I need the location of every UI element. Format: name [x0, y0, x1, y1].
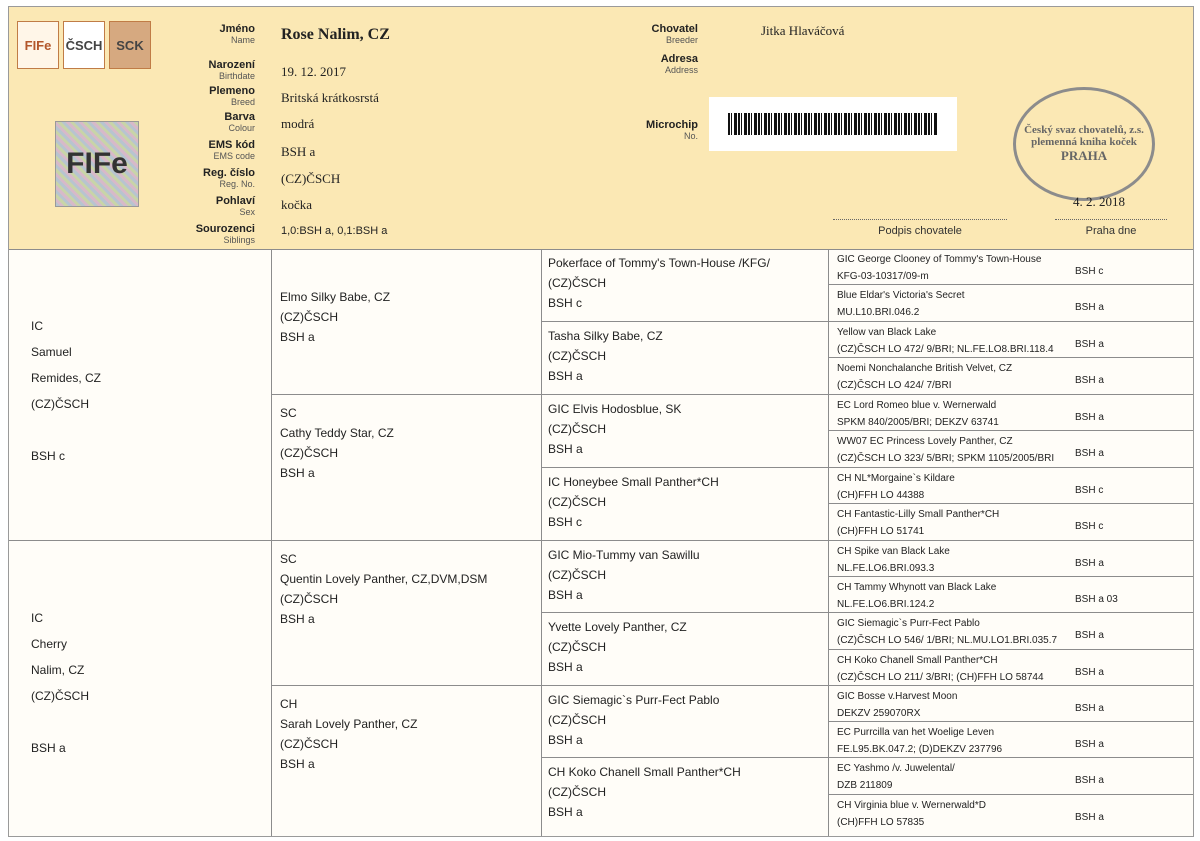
- great-grandparent-1: Pokerface of Tommy's Town-House /KFG/ (CZ)ČSCH BSH c: [542, 249, 829, 322]
- ancestor-reg: (CZ)ČSCH LO 424/ 7/BRI: [837, 380, 952, 391]
- certificate-header: [9, 7, 1193, 250]
- ancestor-reg: (CZ)ČSCH LO 546/ 1/BRI; NL.MU.LO1.BRI.035.7: [837, 635, 1058, 646]
- colour-label: Barva Colour: [224, 111, 255, 133]
- great-great-grandparent-11: [829, 613, 1193, 650]
- reg-value: (CZ)ČSCH: [281, 171, 341, 186]
- signature-caption: Podpis chovatele: [878, 225, 962, 237]
- great-great-grandparent-2: [829, 285, 1193, 322]
- ancestor-ems: BSH a: [1075, 448, 1104, 459]
- ancestor-ems: BSH a: [1075, 558, 1104, 569]
- great-great-grandparent-1: [829, 249, 1193, 285]
- great-grandparent-6: Yvette Lovely Panther, CZ (CZ)ČSCH BSH a: [542, 613, 829, 686]
- organization-logos: [17, 21, 151, 69]
- ancestor-reg: DZB 211809: [837, 780, 893, 791]
- ancestor-name: EC Yashmo /v. Juwelental/: [837, 763, 955, 774]
- ancestor-reg: DEKZV 259070RX: [837, 708, 921, 719]
- birthdate-value: 19. 12. 2017: [281, 64, 346, 79]
- ancestor-reg: (CZ)ČSCH LO 323/ 5/BRI; SPKM 1105/2005/BRI: [837, 453, 1055, 464]
- great-great-grandparent-10: [829, 577, 1193, 613]
- great-grandparent-8: CH Koko Chanell Small Panther*CH (CZ)ČSCH BSH a: [542, 758, 829, 836]
- pedigree-table: [9, 249, 1193, 836]
- great-grandparent-2: Tasha Silky Babe, CZ (CZ)ČSCH BSH a: [542, 322, 829, 395]
- ancestor-ems: BSH c: [1075, 266, 1104, 277]
- siblings-label: Sourozenci Siblings: [195, 223, 255, 245]
- breed-value: Britská krátkosrstá: [281, 90, 379, 105]
- grandparent-3: SC Quentin Lovely Panther, CZ,DVM,DSM (CZ)ČSCH BSH a: [272, 541, 542, 686]
- reg-label: Reg. číslo Reg. No.: [203, 167, 255, 189]
- great-great-grandparent-7: [829, 468, 1193, 504]
- colour-value: modrá: [281, 116, 315, 131]
- ancestor-ems: BSH c: [1075, 521, 1104, 532]
- ancestor-name: CH Virginia blue v. Wernerwald*D: [837, 800, 986, 811]
- barcode-icon: [728, 113, 938, 135]
- sck-cat-logo-icon: SCK: [109, 21, 151, 69]
- name-label: Jméno Name: [219, 23, 255, 45]
- grandparent-4: CH Sarah Lovely Panther, CZ (CZ)ČSCH BSH a: [272, 686, 542, 836]
- ancestor-ems: BSH a: [1075, 375, 1104, 386]
- breeder-label: Chovatel Breeder: [651, 23, 698, 45]
- ancestor-name: CH Fantastic-Lilly Small Panther*CH: [837, 509, 1000, 520]
- date-line: [1055, 219, 1167, 220]
- ancestor-name: CH Koko Chanell Small Panther*CH: [837, 655, 998, 666]
- great-great-grandparent-4: [829, 358, 1193, 395]
- csch-logo-icon: ČSCH: [63, 21, 105, 69]
- great-great-grandparent-6: [829, 431, 1193, 468]
- microchip-barcode: [709, 97, 957, 151]
- ancestor-ems: BSH a: [1075, 339, 1104, 350]
- ancestor-reg: NL.FE.LO6.BRI.093.3: [837, 563, 935, 574]
- ancestor-name: Blue Eldar's Victoria's Secret: [837, 290, 965, 301]
- ancestor-reg: (CH)FFH LO 51741: [837, 526, 925, 537]
- ancestor-name: GIC Bosse v.Harvest Moon: [837, 691, 958, 702]
- ancestor-reg: (CH)FFH LO 44388: [837, 490, 925, 501]
- ancestor-name: GIC Siemagic`s Purr-Fect Pablo: [837, 618, 980, 629]
- siblings-value: 1,0:BSH a, 0,1:BSH a: [281, 225, 388, 237]
- ancestor-reg: (CH)FFH LO 57835: [837, 817, 925, 828]
- birthdate-label: Narození Birthdate: [208, 59, 255, 81]
- ancestor-reg: MU.L10.BRI.046.2: [837, 307, 920, 318]
- ancestor-reg: SPKM 840/2005/BRI; DEKZV 63741: [837, 417, 999, 428]
- issue-date: 4. 2. 2018: [1073, 194, 1125, 209]
- ancestor-ems: BSH a: [1075, 775, 1104, 786]
- ancestor-ems: BSH c: [1075, 485, 1104, 496]
- ancestor-ems: BSH a: [1075, 739, 1104, 750]
- great-great-grandparent-5: [829, 395, 1193, 431]
- association-stamp: Český svaz chovatelů, z.s. plemenná kniha koček PRAHA: [1013, 87, 1155, 201]
- ancestor-name: GIC George Clooney of Tommy's Town-House: [837, 254, 1042, 265]
- great-great-grandparent-16: [829, 795, 1193, 836]
- grandparent-1: Elmo Silky Babe, CZ (CZ)ČSCH BSH a: [272, 249, 542, 395]
- ems-value: BSH a: [281, 144, 316, 159]
- cat-name: Rose Nalim, CZ: [281, 26, 390, 43]
- date-caption: Praha dne: [1085, 225, 1137, 237]
- great-grandparent-7: GIC Siemagic`s Purr-Fect Pablo (CZ)ČSCH BSH a: [542, 686, 829, 758]
- ancestor-reg: (CZ)ČSCH LO 211/ 3/BRI; (CH)FFH LO 58744: [837, 672, 1044, 683]
- great-great-grandparent-13: [829, 686, 1193, 722]
- ancestor-name: EC Purrcilla van het Woelige Leven: [837, 727, 995, 738]
- great-great-grandparent-15: [829, 758, 1193, 795]
- great-great-grandparent-14: [829, 722, 1193, 758]
- parent-sire: IC Samuel Remides, CZ (CZ)ČSCH BSH c: [9, 249, 272, 541]
- grandparent-2: SC Cathy Teddy Star, CZ (CZ)ČSCH BSH a: [272, 395, 542, 541]
- address-label: Adresa Address: [660, 53, 698, 75]
- ancestor-reg: NL.FE.LO6.BRI.124.2: [837, 599, 935, 610]
- great-grandparent-4: IC Honeybee Small Panther*CH (CZ)ČSCH BSH c: [542, 468, 829, 541]
- ancestor-ems: BSH a: [1075, 412, 1104, 423]
- ancestor-name: CH Spike van Black Lake: [837, 546, 950, 557]
- great-great-grandparent-9: [829, 541, 1193, 577]
- ancestor-ems: BSH a: [1075, 812, 1104, 823]
- parent-dam: IC Cherry Nalim, CZ (CZ)ČSCH BSH a: [9, 541, 272, 836]
- ancestor-ems: BSH a: [1075, 703, 1104, 714]
- ancestor-name: Yellow van Black Lake: [837, 327, 937, 338]
- signature-line: [833, 219, 1007, 220]
- ems-label: EMS kód EMS code: [208, 139, 255, 161]
- ancestor-reg: KFG-03-10317/09-m: [837, 271, 929, 282]
- ancestor-reg: (CZ)ČSCH LO 472/ 9/BRI; NL.FE.LO8.BRI.118.4: [837, 344, 1054, 355]
- microchip-label: Microchip No.: [646, 119, 698, 141]
- ancestor-name: CH NL*Morgaine`s Kildare: [837, 473, 955, 484]
- sex-label: Pohlaví Sex: [215, 195, 255, 217]
- ancestor-reg: FE.L95.BK.047.2; (D)DEKZV 237796: [837, 744, 1003, 755]
- great-great-grandparent-8: [829, 504, 1193, 541]
- ancestor-name: EC Lord Romeo blue v. Wernerwald: [837, 400, 997, 411]
- breed-label: Plemeno Breed: [209, 85, 255, 107]
- ancestor-name: CH Tammy Whynott van Black Lake: [837, 582, 997, 593]
- great-grandparent-3: GIC Elvis Hodosblue, SK (CZ)ČSCH BSH a: [542, 395, 829, 468]
- great-great-grandparent-12: [829, 650, 1193, 686]
- breeder-value: Jitka Hlaváčová: [761, 23, 845, 38]
- ancestor-ems: BSH a: [1075, 302, 1104, 313]
- ancestor-ems: BSH a: [1075, 667, 1104, 678]
- hologram-seal-icon: FIFe: [55, 121, 139, 207]
- pedigree-certificate: [8, 6, 1194, 837]
- ancestor-name: Noemi Nonchalanche British Velvet, CZ: [837, 363, 1013, 374]
- fife-logo-icon: FIFe: [17, 21, 59, 69]
- ancestor-ems: BSH a 03: [1075, 594, 1118, 605]
- sex-value: kočka: [281, 197, 313, 212]
- great-great-grandparent-3: [829, 322, 1193, 358]
- ancestor-name: WW07 EC Princess Lovely Panther, CZ: [837, 436, 1013, 447]
- ancestor-ems: BSH a: [1075, 630, 1104, 641]
- great-grandparent-5: GIC Mio-Tummy van Sawillu (CZ)ČSCH BSH a: [542, 541, 829, 613]
